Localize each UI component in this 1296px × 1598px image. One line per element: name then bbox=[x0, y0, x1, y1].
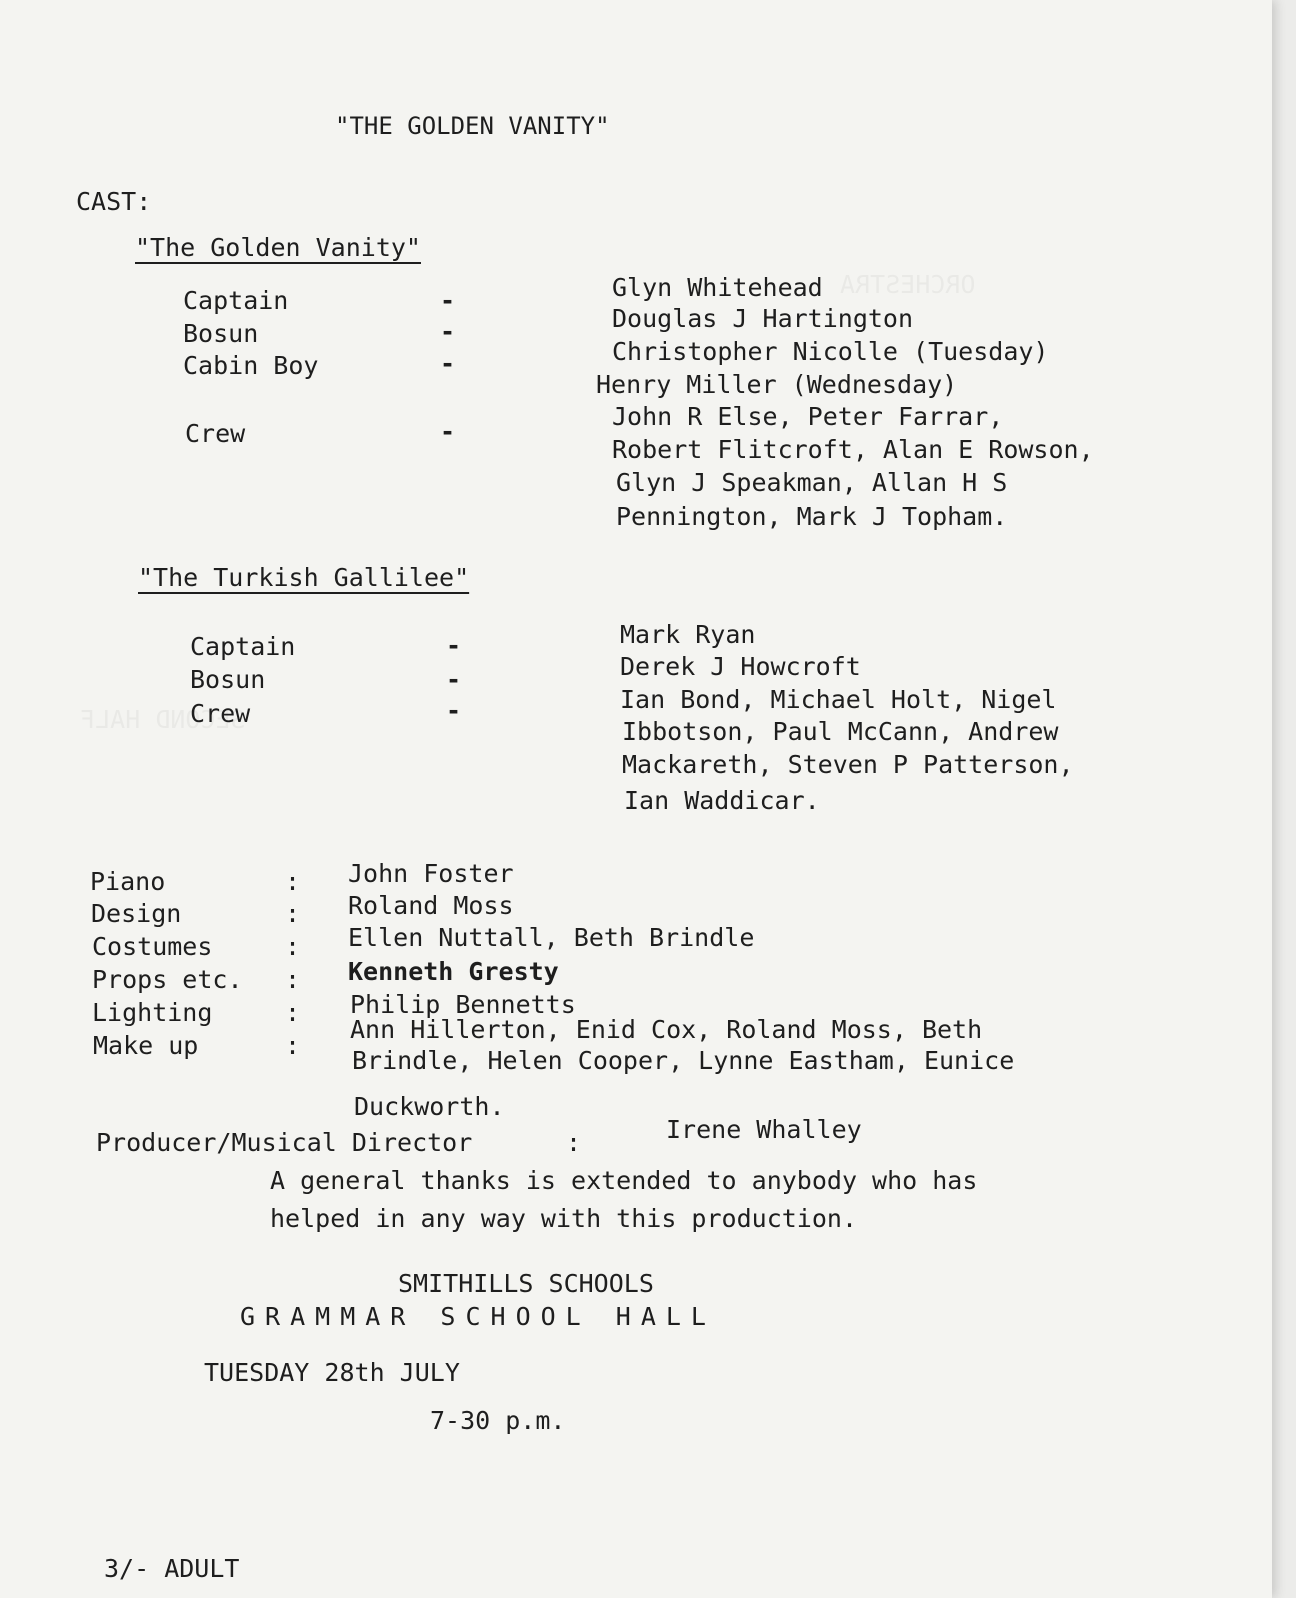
tg-actor: Ian Bond, Michael Holt, Nigel bbox=[620, 685, 1057, 714]
venue-date: TUESDAY 28th JULY bbox=[204, 1358, 460, 1387]
crew-role: Piano bbox=[90, 867, 166, 896]
tg-role: Crew bbox=[190, 699, 251, 728]
gv-actor: Douglas J Hartington bbox=[612, 304, 914, 333]
crew-role: Make up bbox=[93, 1031, 199, 1060]
gv-actor: Glyn J Speakman, Allan H S bbox=[616, 468, 1008, 497]
gv-actor: Robert Flitcroft, Alan E Rowson, bbox=[612, 435, 1094, 464]
tg-dash: - bbox=[446, 696, 462, 725]
venue-time: 7-30 p.m. bbox=[430, 1406, 566, 1435]
crew-sep: : bbox=[285, 867, 301, 896]
tg-actor: Ibbotson, Paul McCann, Andrew bbox=[622, 717, 1059, 746]
tg-actor: Mackareth, Steven P Patterson, bbox=[622, 750, 1074, 779]
producer-name: Irene Whalley bbox=[666, 1115, 862, 1144]
gv-dash: - bbox=[440, 417, 456, 446]
crew-role: Design bbox=[91, 899, 182, 928]
gv-actor: Henry Miller (Wednesday) bbox=[596, 370, 958, 399]
cast-heading: CAST: bbox=[76, 187, 152, 216]
venue-school: SMITHILLS SCHOOLS bbox=[398, 1269, 654, 1298]
venue-hall: GRAMMAR SCHOOL HALL bbox=[240, 1302, 716, 1331]
crew-name: Duckworth. bbox=[354, 1092, 505, 1121]
gv-actor: Christopher Nicolle (Tuesday) bbox=[612, 337, 1049, 366]
tg-actor: Mark Ryan bbox=[620, 620, 756, 649]
thanks-line: helped in any way with this production. bbox=[270, 1204, 857, 1233]
tg-role: Bosun bbox=[190, 665, 266, 694]
producer-sep: : bbox=[566, 1128, 582, 1157]
ticket-price: 3/- ADULT bbox=[104, 1554, 240, 1583]
crew-name: Roland Moss bbox=[348, 891, 514, 920]
thanks-line: A general thanks is extended to anybody who has bbox=[270, 1166, 978, 1195]
crew-name: Ellen Nuttall, Beth Brindle bbox=[348, 923, 755, 952]
gv-role: Captain bbox=[183, 286, 289, 315]
turkish-gallilee-heading: "The Turkish Gallilee" bbox=[138, 563, 470, 592]
tg-actor: Ian Waddicar. bbox=[624, 786, 820, 815]
gv-dash: - bbox=[440, 349, 456, 378]
gv-dash: - bbox=[440, 317, 456, 346]
producer-role: Producer/Musical Director bbox=[96, 1128, 473, 1157]
golden-vanity-heading: "The Golden Vanity" bbox=[135, 233, 421, 262]
crew-name: Philip Bennetts bbox=[350, 990, 576, 1019]
crew-role: Costumes bbox=[92, 932, 213, 961]
crew-name: Kenneth Gresty bbox=[348, 957, 559, 986]
gv-dash: - bbox=[440, 286, 456, 315]
crew-sep: : bbox=[285, 899, 301, 928]
tg-dash: - bbox=[446, 665, 462, 694]
tg-role: Captain bbox=[190, 632, 296, 661]
crew-name: Brindle, Helen Cooper, Lynne Eastham, Eunice bbox=[352, 1046, 1015, 1075]
gv-actor: John R Else, Peter Farrar, bbox=[612, 402, 1004, 431]
gv-actor: Pennington, Mark J Topham. bbox=[616, 502, 1008, 531]
crew-role: Props etc. bbox=[92, 965, 243, 994]
gv-actor: Glyn Whitehead bbox=[612, 273, 823, 302]
gv-role: Crew bbox=[185, 419, 246, 448]
tg-dash: - bbox=[446, 631, 462, 660]
gv-role: Cabin Boy bbox=[183, 351, 319, 380]
crew-sep: : bbox=[285, 932, 301, 961]
crew-sep: : bbox=[285, 1031, 301, 1060]
crew-sep: : bbox=[285, 998, 301, 1027]
crew-name: John Foster bbox=[348, 859, 514, 888]
tg-actor: Derek J Howcroft bbox=[620, 652, 861, 681]
crew-name: Ann Hillerton, Enid Cox, Roland Moss, Beth bbox=[350, 1015, 983, 1044]
crew-role: Lighting bbox=[92, 998, 213, 1027]
crew-sep: : bbox=[285, 965, 301, 994]
gv-role: Bosun bbox=[183, 319, 259, 348]
programme-title: "THE GOLDEN VANITY" bbox=[335, 112, 610, 140]
